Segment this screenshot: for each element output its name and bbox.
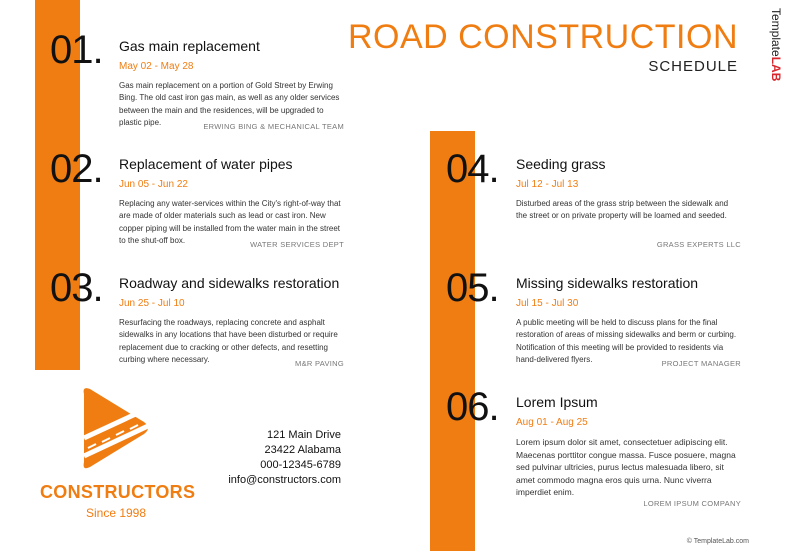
task-description: Lorem ipsum dolor sit amet, consectetuer adipiscing elit. Maecenas porttitor congue massa. Fusce posuere, magna sed pulvinar ultricies, purus lectus malesuada libero, sit amet commodo magna eros quis urna. Nunc viverra imperdiet enim. [516, 437, 736, 497]
task-title: Missing sidewalks restoration [516, 275, 699, 291]
page-title: ROAD CONSTRUCTION [347, 18, 738, 56]
task-title: Lorem Ipsum [516, 394, 598, 410]
task-number: 03. [50, 266, 103, 310]
task-description: A public meeting will be held to discuss plans for the final restoration of areas of missing sidewalks and berm or curbing. Notification of this meeting will be provided to residents via hand-delivered flyers. [516, 318, 737, 364]
task-number: 05. [446, 266, 499, 310]
templatelab-logo [770, 8, 782, 98]
task-team: PROJECT MANAGER [661, 359, 741, 368]
task-team: WATER SERVICES DEPT [250, 240, 344, 249]
task-number: 01. [50, 28, 103, 72]
orange-side-bar-middle [430, 131, 475, 551]
task-date: Jun 25 - Jul 10 [119, 298, 185, 309]
task-number: 04. [446, 147, 499, 191]
task-description: Disturbed areas of the grass strip between the sidewalk and the street or on private property will be loamed and seeded. [516, 199, 729, 221]
company-logo [40, 382, 196, 530]
task-team: ERWING BING & MECHANICAL TEAM [203, 122, 344, 131]
phone-number: 000-12345-6789 [260, 459, 341, 471]
address-city: 23422 Alabama [264, 444, 341, 456]
task-description: Replacing any water-services within the City's right-of-way that are made of older materials such as lead or cast iron. New copper piping will be installed from the water main in the street to the shut-off box. [119, 199, 341, 245]
road-triangle-icon [40, 382, 192, 482]
task-description: Resurfacing the roadways, replacing concrete and asphalt sidewalks in any locations that have been disturbed or require replacement due to cracking or other defects, and resetting curbing where necessary. [119, 318, 338, 364]
page-subtitle: SCHEDULE [648, 58, 738, 75]
task-team: M&R PAVING [295, 359, 344, 368]
task-title: Gas main replacement [119, 38, 260, 54]
task-number: 06. [446, 385, 499, 429]
task-description: Gas main replacement on a portion of Gold Street by Erwing Bing. The old cast iron gas main, as well as any older services between the main and the residences, will be upgraded to plastic pipe. [119, 81, 340, 127]
copyright-notice: © TemplateLab.com [686, 538, 749, 545]
email-address: info@constructors.com [228, 474, 341, 486]
task-date: Aug 01 - Aug 25 [516, 417, 588, 428]
task-title: Roadway and sidewalks restoration [119, 275, 340, 291]
brand-part-template: Template [769, 8, 783, 57]
brand-part-lab: LAB [769, 56, 783, 82]
task-team: LOREM IPSUM COMPANY [643, 499, 741, 508]
address-street: 121 Main Drive [267, 429, 341, 441]
task-date: May 02 - May 28 [119, 61, 194, 72]
task-date: Jun 05 - Jun 22 [119, 179, 188, 190]
company-name: CONSTRUCTORS [40, 482, 196, 502]
task-title: Seeding grass [516, 156, 606, 172]
company-since: Since 1998 [85, 506, 147, 520]
task-team: GRASS EXPERTS LLC [656, 240, 741, 249]
task-title: Replacement of water pipes [119, 156, 293, 172]
task-date: Jul 15 - Jul 30 [516, 298, 579, 309]
contact-block [228, 428, 341, 488]
task-number: 02. [50, 147, 103, 191]
task-date: Jul 12 - Jul 13 [516, 179, 579, 190]
